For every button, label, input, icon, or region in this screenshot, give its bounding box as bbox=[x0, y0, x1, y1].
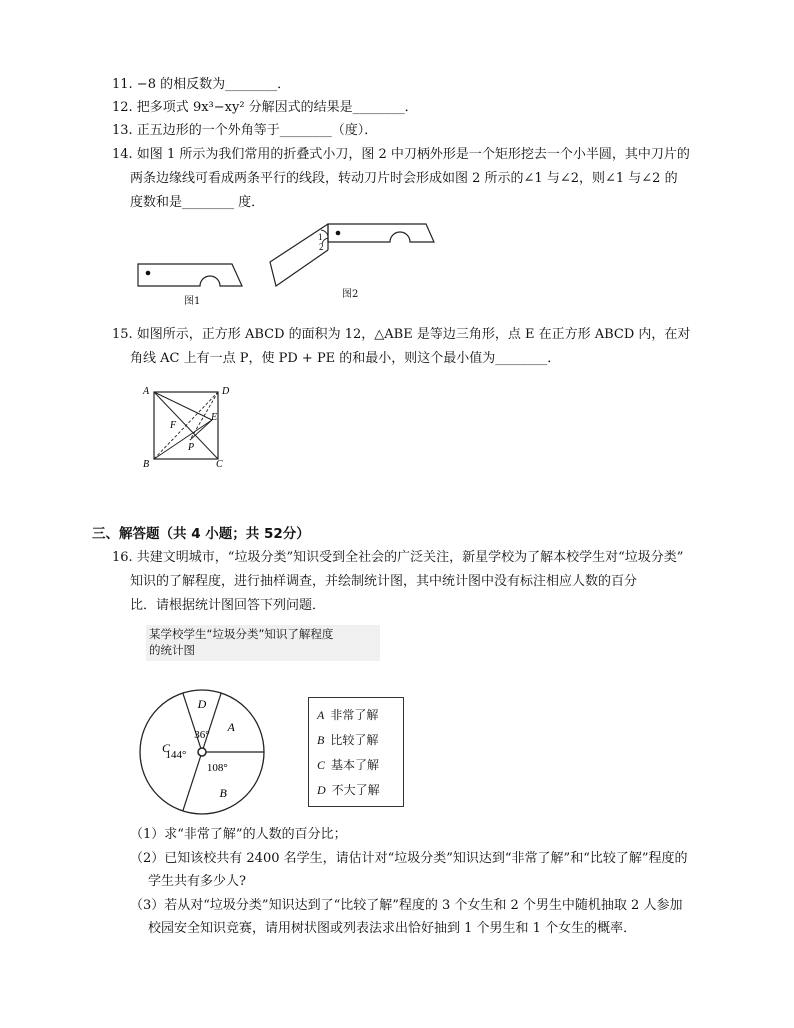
pie-center bbox=[198, 748, 206, 756]
chart-title-line-2: 的统计图 bbox=[149, 643, 195, 657]
pie-chart bbox=[132, 684, 272, 824]
label-e: E bbox=[211, 412, 218, 423]
pie-slice-angle-c: 144° bbox=[165, 749, 187, 761]
pie-slice-label-a: A bbox=[227, 719, 235, 734]
square-abcd-figure bbox=[140, 382, 240, 470]
angle-1-label: 1 bbox=[318, 232, 323, 242]
pie-slice-label-d: D bbox=[197, 697, 207, 711]
question-16-sub-3-line-2: 校园安全知识竞赛，请用树状图或列表法求出恰好抽到 1 个男生和 1 个女生的概率． bbox=[148, 921, 637, 936]
legend-item-d: D 不大了解 bbox=[317, 783, 380, 797]
label-d: D bbox=[222, 386, 230, 397]
label-a: A bbox=[143, 386, 150, 397]
question-11: 11. −8 的相反数为________． bbox=[112, 77, 291, 92]
question-15-line-2: 角线 AC 上有一点 P，使 PD + PE 的和最小，则这个最小值为________． bbox=[130, 351, 561, 366]
legend-item-b: B 比较了解 bbox=[317, 733, 379, 747]
question-13: 13. 正五边形的一个外角等于________（度）． bbox=[112, 123, 378, 138]
angle-2-label: 2 bbox=[319, 242, 324, 252]
figure-2-caption: 图2 bbox=[342, 289, 359, 300]
question-12: 12. 把多项式 9x³−xy² 分解因式的结果是________． bbox=[112, 100, 418, 115]
figure-1-caption: 图1 bbox=[184, 296, 201, 307]
question-16-line-2: 知识的了解程度，进行抽样调查，并绘制统计图，其中统计图中没有标注相应人数的百分 bbox=[130, 574, 638, 589]
pie-slice-label-c: C bbox=[161, 741, 171, 755]
question-16-sub-2-line-1: （2）已知该校共有 2400 名学生，请估计对“垃圾分类”知识达到“非常了解”和“比较了解”程度的 bbox=[130, 851, 688, 866]
label-p: P bbox=[188, 442, 195, 453]
question-14-line-1: 14. 如图 1 所示为我们常用的折叠式小刀，图 2 中刀柄外形是一个矩形挖去一个小半圆，其中刀片的 bbox=[112, 147, 690, 162]
legend-item-c: C 基本了解 bbox=[317, 758, 380, 772]
chart-legend bbox=[308, 697, 404, 807]
pie-slice-label-b: B bbox=[219, 786, 227, 801]
pie-slice-angle-b: 108° bbox=[206, 762, 228, 775]
question-16-sub-2-line-2: 学生共有多少人? bbox=[148, 874, 246, 889]
label-b: B bbox=[143, 459, 150, 470]
section-3-title: 三、解答题（共 4 小题；共 52分） bbox=[92, 526, 310, 542]
figure-2-knife bbox=[266, 220, 436, 290]
label-c: C bbox=[216, 459, 223, 470]
question-16-sub-1: （1）求“非常了解”的人数的百分比； bbox=[130, 827, 347, 842]
question-16-sub-3-line-1: （3）若从对“垃圾分类”知识达到了“比较了解”程度的 3 个女生和 2 个男生中随机抽取 2 人参加 bbox=[130, 898, 683, 913]
label-f: F bbox=[170, 420, 177, 431]
chart-title bbox=[146, 625, 380, 661]
figure-1-knife bbox=[136, 262, 246, 292]
question-15-line-1: 15. 如图所示，正方形 ABCD 的面积为 12，△ABE 是等边三角形，点 E 在正方形 ABCD 内，在对 bbox=[112, 327, 691, 342]
legend-item-a: A 非常了解 bbox=[317, 708, 379, 722]
pie-slice-angle-d: 36° bbox=[194, 729, 210, 741]
question-16-line-1: 16. 共建文明城市，“垃圾分类”知识受到全社会的广泛关注，新星学校为了解本校学生对“垃圾分类” bbox=[112, 550, 684, 565]
chart-title-line-1: 某学校学生“垃圾分类”知识了解程度 bbox=[149, 627, 334, 641]
question-16-line-3: 比．请根据统计图回答下列问题． bbox=[130, 598, 326, 613]
question-14-line-2: 两条边缘线可看成两条平行的线段，转动刀片时会形成如图 2 所示的∠1 与∠2，则∠1 与∠2 的 bbox=[130, 171, 678, 186]
question-14-line-3: 度数和是________ 度． bbox=[130, 195, 265, 210]
